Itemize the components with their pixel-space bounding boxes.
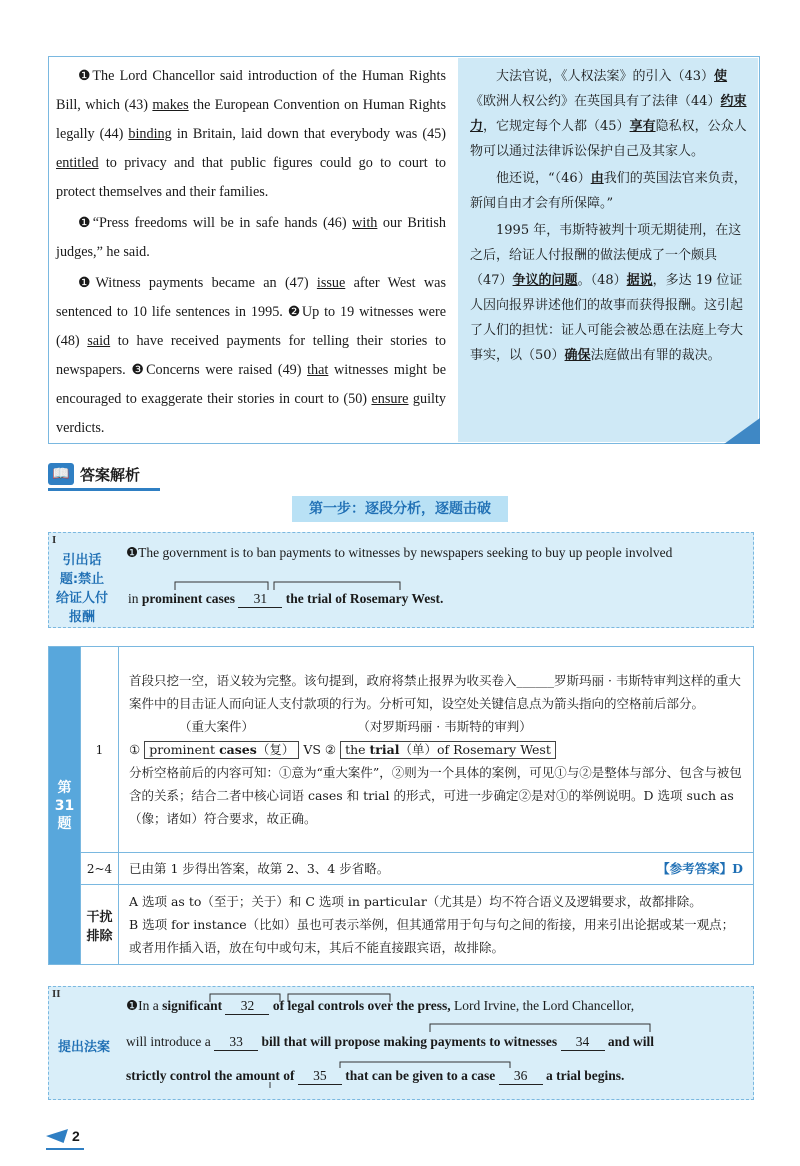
- header-underline: [48, 488, 160, 491]
- step-title: 第一步：逐段分析，逐题击破: [292, 496, 508, 522]
- phrase-box-1: prominent cases（复）: [144, 741, 299, 759]
- answer-44: binding: [128, 126, 172, 142]
- en-paragraph-3: ❶Witness payments became an (47) issue after West was sentenced to 10 life sentences in 1995. ❷Up to 19 witnesses were (48) said to have received payments for telling their stories to newspapers. ❸Concerns were raised (49) that witnesses might be encouraged to exaggerate their stories in court to (50) ensure guilty verdicts.: [56, 275, 447, 436]
- answer-45: entitled: [56, 155, 99, 171]
- cn-paragraph-1: 大法官说，《人权法案》的引入（43）使《欧洲人权公约》在英国具有了法律（44）约束力，它规定每个人都（45）享有隐私权，公众人物可以通过法律诉讼保护自己及其家人。: [470, 69, 747, 159]
- comparison-line: ① prominent cases（复） VS ② the trial（单）of Rosemary West: [129, 738, 743, 761]
- section-2-label: 提出法案: [57, 1040, 110, 1055]
- section-2-line-1: ❶In a significant 32 of legal controls over the press, Lord Irvine, the Lord Chancellor,: [126, 998, 635, 1013]
- blank-33: 33: [214, 1034, 258, 1051]
- phrase-box-2: the trial（单）of Rosemary West: [340, 741, 556, 759]
- section-2-line-2: will introduce a 33 bill that will propose making payments to witnesses 34 and will: [126, 1034, 655, 1049]
- cn-paragraph-2: 他还说，“（46）由我们的英国法官来负责，新闻自由才会有所保障。”: [470, 171, 747, 211]
- question-31-label: 第31题: [49, 647, 81, 965]
- page-footer: [46, 1128, 80, 1144]
- section-1-label: 引出话题:禁止给证人付报酬: [55, 553, 108, 625]
- en-paragraph-2: ❶“Press freedoms will be in safe hands (46) with our British judges,” he said.: [56, 215, 446, 260]
- answers-title: 答案解析: [80, 465, 141, 484]
- chinese-translation: [458, 58, 758, 442]
- en-paragraph-1: ❶The Lord Chancellor said introduction of the Human Rights Bill, which (43) makes the European Convention on Human Rights legally (44) binding in Britain, laid down that everybody was (45) entitled to privacy and that public figures could go to court to protect themselves and their families.: [56, 68, 446, 200]
- footer-underline: [46, 1148, 84, 1150]
- section-2-number: II: [52, 988, 61, 1000]
- answer-49: that: [307, 362, 329, 378]
- answer-46: with: [352, 215, 378, 231]
- gloss-line: （重大案件） （对罗斯玛丽 · 韦斯特的审判）: [179, 719, 532, 734]
- reference-answer: 【参考答案】D: [657, 861, 743, 876]
- pen-icon: [46, 1129, 68, 1143]
- section-1-number: I: [52, 534, 57, 546]
- english-passage: [56, 62, 446, 445]
- answer-50: ensure: [371, 391, 409, 407]
- book-icon: 📖: [48, 463, 74, 485]
- cn-paragraph-3: 1995 年，韦斯特被判十项无期徒刑，在这之后，给证人付报酬的做法便成了一个颇具（47）争议的问题。（48）据说，多达 19 位证人因向报界讲述他们的故事而获得报酬。这引起了人们的担忧：证人可能会被怂恿在法庭上夸大事实，以（50）确保法庭做出有罪的裁决。: [470, 223, 744, 363]
- answers-header: [48, 462, 140, 486]
- blank-31: 31: [238, 591, 282, 608]
- step-1-analysis: 首段只挖一空，语义较为完整。该句提到，政府将禁止报界为收买卷入______罗斯玛丽 · 韦斯特审判这样的重大案件中的目击证人而向证人支付款项的行为。分析可知，设空处关键信息点为箭头指向的空格前后部分。 （重大案件） （对罗斯玛丽 · 韦斯特的审判） ① prominent cases（复） VS ② the trial（单）of Rosemary West 分析空格前后的内容可知：①意为“重大案件”，②则为一个具体的案例，可见①与②是整体与部分、包含与被包含的关系；结合二者中核心词语 cases 和 trial 的形式，可进一步确定②是对①的举例说明。D 选项 such as（像；诸如）符合要求，故正确。: [119, 647, 754, 853]
- step-2-4-analysis: 已由第 1 步得出答案，故第 2、3、4 步省略。 【参考答案】D: [119, 853, 754, 885]
- arrow-brackets: [170, 578, 410, 592]
- question-31-analysis-table: [48, 646, 754, 965]
- section-1-sentence-line-1: ❶The government is to ban payments to witnesses by newspapers seeking to buy up people involved: [126, 545, 673, 560]
- blank-35: 35: [298, 1068, 342, 1085]
- step-2-4-number: 2~4: [81, 853, 119, 885]
- blank-34: 34: [561, 1034, 605, 1051]
- blank-36: 36: [499, 1068, 543, 1085]
- page-number: 2: [72, 1128, 80, 1144]
- answer-43: makes: [152, 97, 189, 113]
- section-2-connector-lines: [200, 988, 680, 1088]
- section-1-sentence-line-2: in prominent cases 31 the trial of Rosemary West.: [128, 591, 444, 606]
- section-2-line-3: strictly control the amount of 35 that can be given to a case 36 a trial begins.: [126, 1068, 625, 1083]
- distractor-analysis: A 选项 as to（至于；关于）和 C 选项 in particular（尤其是）均不符合语义及逻辑要求，故都排除。 B 选项 for instance（比如）虽也可表示举例，但其通常用于句与句之间的衔接，用来引出论据或某一观点；或者用作插入语，放在句中或句末，其后不能直接跟宾语，故排除。: [119, 885, 754, 965]
- step-1-number: 1: [81, 647, 119, 853]
- blank-32: 32: [225, 998, 269, 1015]
- answer-48: said: [87, 333, 111, 349]
- distractor-label: 干扰排除: [81, 885, 119, 965]
- answer-47: issue: [316, 275, 346, 291]
